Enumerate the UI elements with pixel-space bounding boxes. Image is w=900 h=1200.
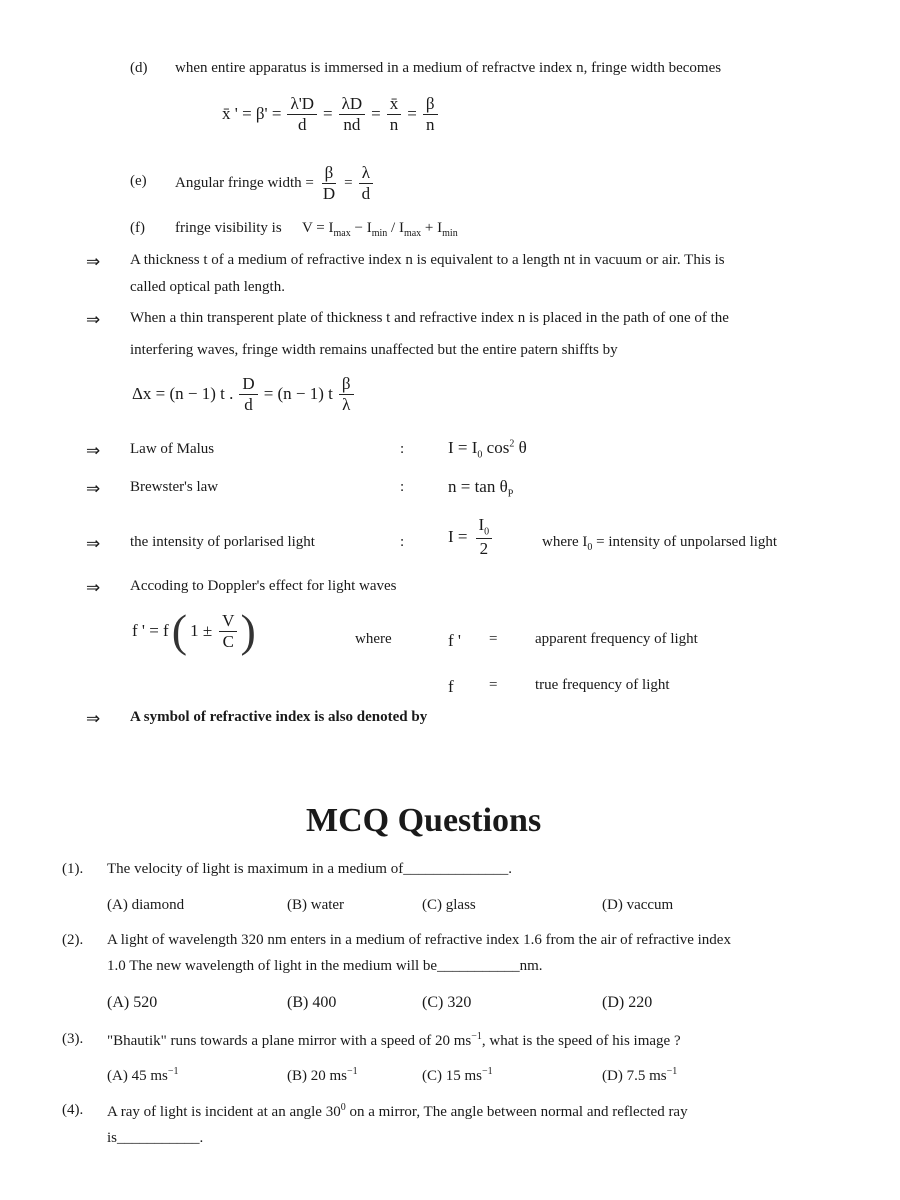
fraction-4 (423, 94, 438, 134)
denominator: d (244, 394, 253, 414)
option-b: (B) water (287, 897, 345, 913)
numerator: λ (359, 163, 373, 184)
implies-arrow-icon: ⇒ (86, 441, 101, 461)
question-text-line-2: is___________. (107, 1130, 204, 1146)
option-d: (D) vaccum (602, 897, 674, 913)
option-text: (A) 45 ms (107, 1068, 168, 1084)
subscript-max: max (403, 228, 422, 239)
fraction-2 (339, 94, 366, 134)
formula-part: θ (514, 438, 527, 457)
numerator: λ'D (287, 94, 317, 115)
doppler-label: Accoding to Doppler's effect for light waves (130, 578, 397, 594)
implies-arrow-icon: ⇒ (86, 479, 101, 499)
subscript-max: max (333, 228, 351, 239)
subscript: 0 (484, 526, 490, 538)
question-number: (1). (62, 861, 84, 877)
formula-part: V = I (302, 220, 334, 236)
superscript: 2 (509, 438, 515, 450)
refractive-symbol-note: A symbol of refractive index is also denoted by (130, 709, 428, 725)
angular-fringe-width (175, 163, 373, 203)
formula-part: cos (482, 438, 510, 457)
question-text-line-1 (107, 1102, 688, 1121)
equals-sign: = (344, 174, 353, 191)
question-part: "Bhautik" runs towards a plane mirror with a speed of 20 ms (107, 1033, 472, 1049)
denominator: n (425, 114, 435, 134)
doppler-equals: = (489, 677, 498, 693)
optical-path-line-2: called optical path length. (130, 279, 285, 295)
numerator: β (322, 163, 337, 184)
subscript: 0 (477, 449, 483, 461)
item-text-f: fringe visibility is (175, 220, 282, 236)
formula-part: f ' = f (132, 621, 169, 640)
brewster-colon: : (400, 479, 405, 495)
mcq-title: MCQ Questions (306, 802, 542, 839)
option-b (287, 1066, 358, 1085)
optical-path-line-1: A thickness t of a medium of refractive index n is equivalent to a length nt in vacuum or air. This is (130, 252, 725, 268)
thin-plate-line-2: interfering waves, fringe width remains unaffected but the entire patern shiffts by (130, 342, 618, 358)
denominator: C (222, 631, 234, 651)
denominator: 2 (479, 538, 489, 558)
superscript: 0 (340, 1102, 346, 1113)
question-number: (3). (62, 1031, 84, 1047)
formula-part: 1 ± (190, 621, 213, 640)
subscript-min: min (442, 228, 458, 239)
fraction-1 (287, 94, 317, 134)
doppler-symbol-true: f (448, 677, 454, 696)
polarised-formula (448, 515, 492, 558)
question-text: The velocity of light is maximum in a medium of______________. (107, 861, 512, 877)
option-text: (D) 7.5 ms (602, 1068, 667, 1084)
fringe-width-medium-equation (222, 94, 438, 134)
subscript: P (507, 488, 514, 500)
question-text-line-2: 1.0 The new wavelength of light in the medium will be___________nm. (107, 958, 543, 974)
fringe-visibility-formula (302, 220, 458, 239)
implies-arrow-icon: ⇒ (86, 534, 101, 554)
denominator: λ (342, 394, 351, 414)
polarised-colon: : (400, 534, 405, 550)
denominator: d (361, 183, 371, 203)
formula-part: n = tan θ (448, 477, 508, 496)
fraction-v-over-c (219, 611, 237, 651)
denominator: nd (343, 114, 361, 134)
doppler-true-text: true frequency of light (535, 677, 670, 693)
where-text: = intensity of unpolarsed light (592, 534, 778, 550)
left-paren-icon: ( (171, 605, 188, 656)
formula-part: + I (421, 220, 443, 236)
denominator: D (322, 183, 336, 203)
implies-arrow-icon: ⇒ (86, 252, 101, 272)
numerator: D (239, 374, 257, 395)
doppler-equals: = (489, 631, 498, 647)
implies-arrow-icon: ⇒ (86, 578, 101, 598)
question-text-line-1: A light of wavelength 320 nm enters in a medium of refractive index 1.6 from the air of refractive index (107, 932, 731, 948)
thin-plate-line-1: When a thin transperent plate of thickness t and refractive index n is placed in the path of one of the (130, 310, 729, 326)
subscript: 0 (587, 542, 593, 553)
item-text-e: Angular fringe width = (175, 174, 314, 191)
superscript: −1 (471, 1031, 482, 1042)
formula-part: − I (350, 220, 372, 236)
option-d: (D) 220 (602, 994, 653, 1011)
eq-part: = (n − 1) t (263, 384, 333, 404)
fraction-beta-lambda (339, 374, 354, 414)
option-c: (C) 320 (422, 994, 472, 1011)
numerator: λD (339, 94, 366, 115)
item-text-d: when entire apparatus is immersed in a medium of refractve index n, fringe width becomes (175, 60, 722, 76)
denominator: d (298, 114, 307, 134)
equals-sign: = (371, 104, 381, 124)
fringe-shift-equation (132, 374, 354, 414)
superscript: −1 (482, 1066, 493, 1077)
option-c: (C) glass (422, 897, 476, 913)
equals-sign: = (407, 104, 417, 124)
option-a (107, 1066, 178, 1085)
numerator: x̄ (387, 94, 402, 115)
doppler-formula (132, 605, 256, 656)
denominator: n (389, 114, 399, 134)
option-a: (A) 520 (107, 994, 158, 1011)
formula-part: I = (448, 526, 468, 546)
numerator (476, 515, 493, 539)
subscript-min: min (371, 228, 388, 239)
fraction-lambda-d (359, 163, 374, 203)
brewster-formula (448, 477, 513, 499)
item-label-f: (f) (130, 220, 145, 236)
malus-label: Law of Malus (130, 441, 215, 457)
eq-lhs: x̄ ' = β' = (222, 104, 282, 124)
question-number: (2). (62, 932, 84, 948)
item-label-e: (e) (130, 173, 147, 189)
malus-formula (448, 438, 527, 460)
fraction-i0-over-2 (476, 515, 493, 558)
question-text (107, 1031, 681, 1050)
equals-sign: = (323, 104, 333, 124)
numerator-text: I (478, 515, 485, 534)
superscript: −1 (167, 1066, 179, 1077)
option-text: (C) 15 ms (422, 1068, 482, 1084)
question-number: (4). (62, 1102, 84, 1118)
brewster-label: Brewster's law (130, 479, 219, 495)
question-part: A ray of light is incident at an angle 30 (107, 1104, 341, 1120)
polarised-where (542, 534, 777, 553)
item-label-d: (d) (130, 60, 148, 76)
option-a: (A) diamond (107, 897, 185, 913)
superscript: −1 (347, 1066, 358, 1077)
right-paren-icon: ) (240, 605, 256, 656)
doppler-where: where (355, 631, 392, 647)
numerator: β (423, 94, 438, 115)
malus-colon: : (400, 441, 405, 457)
implies-arrow-icon: ⇒ (86, 310, 101, 330)
option-d (602, 1066, 677, 1085)
formula-part: / I (387, 220, 404, 236)
question-part: , what is the speed of his image ? (481, 1033, 681, 1049)
fraction-3 (387, 94, 402, 134)
implies-arrow-icon: ⇒ (86, 709, 101, 729)
where-text: where I (542, 534, 588, 550)
option-text: (B) 20 ms (287, 1068, 347, 1084)
doppler-symbol-apparent: f ' (448, 631, 461, 650)
superscript: −1 (666, 1066, 678, 1077)
polarised-label: the intensity of porlarised light (130, 534, 315, 550)
option-b: (B) 400 (287, 994, 337, 1011)
option-c (422, 1066, 493, 1085)
fraction-d-over-d (239, 374, 257, 414)
eq-part: Δx = (n − 1) t . (132, 384, 234, 404)
fraction-beta-d (320, 163, 338, 203)
formula-part: I = I (448, 438, 478, 457)
doppler-apparent-text: apparent frequency of light (535, 631, 698, 647)
numerator: V (219, 611, 237, 632)
question-part: on a mirror, The angle between normal and reflected ray (345, 1104, 688, 1120)
numerator: β (339, 374, 354, 395)
